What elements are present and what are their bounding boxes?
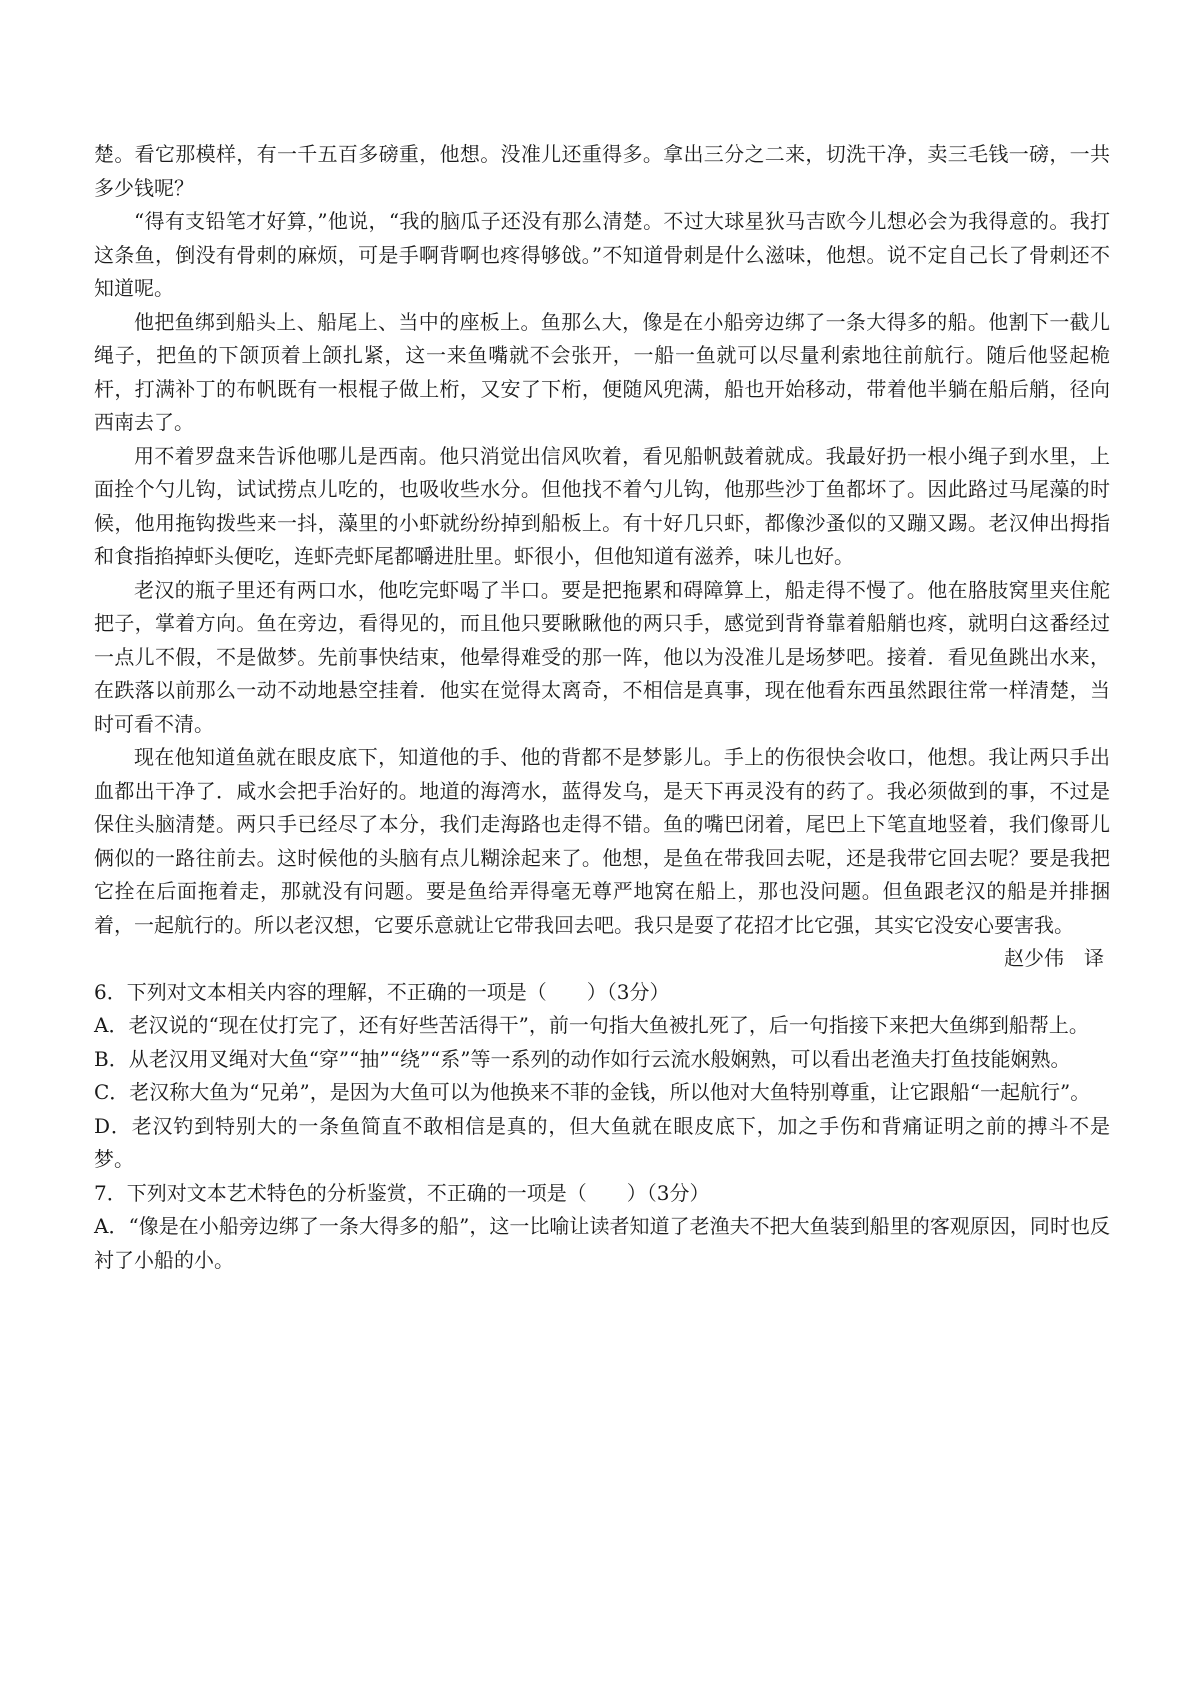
question-7-stem: 7．下列对文本艺术特色的分析鉴赏，不正确的一项是（ ）（3分） [94, 1180, 710, 1205]
question-6-option-d: D．老汉钓到特别大的一条鱼简直不敢相信是真的，但大鱼就在眼皮底下，加之手伤和背痛证明之前的搏斗不是梦。 [94, 1113, 1110, 1171]
passage [94, 138, 1110, 976]
passage-paragraph-5: 老汉的瓶子里还有两口水，他吃完虾喝了半口。要是把拖累和碍障算上，船走得不慢了。他在胳肢窝里夹住舵把子，掌着方向。鱼在旁边，看得见的，而且他只要瞅瞅他的两只手，感觉到背脊靠着船艄也疼，就明白这番经过一点儿不假，不是做梦。先前事快结束，他晕得难受的那一阵，他以为没准儿是场梦吧。接着．看见鱼跳出水来，在跌落以前那么一动不动地悬空挂着．他实在觉得太离奇，不相信是真事，现在他看东西虽然跟往常一样清楚，当时可看不清。 [94, 577, 1110, 736]
question-6-option-a: A．老汉说的“现在仗打完了，还有好些苦活得干”，前一句指大鱼被扎死了，后一句指接下来把大鱼绑到船帮上。 [94, 1013, 1089, 1037]
passage-paragraph-3: 他把鱼绑到船头上、船尾上、当中的座板上。鱼那么大，像是在小船旁边绑了一条大得多的船。他割下一截儿绳子，把鱼的下颌顶着上颌扎紧，这一来鱼嘴就不会张开，一船一鱼就可以尽量利索地往前航行。随后他竖起桅杆，打满补丁的布帆既有一根棍子做上桁，又安了下桁，便随风兜满，船也开始移动，带着他半躺在船后艄，径向西南去了。 [94, 309, 1110, 434]
question-7-option-a: A．“像是在小船旁边绑了一条大得多的船”，这一比喻让读者知道了老渔夫不把大鱼装到船里的客观原因，同时也反衬了小船的小。 [94, 1214, 1110, 1272]
passage-paragraph-2: “得有支铅笔才好算，”他说，“我的脑瓜子还没有那么清楚。不过大球星狄马吉欧今儿想必会为我得意的。我打这条鱼，倒没有骨刺的麻烦，可是手啊背啊也疼得够戗。”不知道骨刺是什么滋味，他想。说不定自己长了骨刺还不知道呢。 [94, 209, 1110, 300]
passage-paragraph-4: 用不着罗盘来告诉他哪儿是西南。他只消觉出信风吹着，看见船帆鼓着就成。我最好扔一根小绳子到水里，上面拴个勺儿钩，试试捞点儿吃的，也吸收些水分。但他找不着勺儿钩，他那些沙丁鱼都坏了。因此路过马尾藻的时候，他用拖钩拨些来一抖，藻里的小虾就纷纷掉到船板上。有十好几只虾，都像沙蚤似的又蹦又踢。老汉伸出拇指和食指掐掉虾头便吃，连虾壳虾尾都嚼进肚里。虾很小，但他知道有滋养，味儿也好。 [94, 443, 1110, 568]
translator-credit: 赵少伟 译 [1004, 946, 1104, 970]
question-6-option-c: C．老汉称大鱼为“兄弟”，是因为大鱼可以为他换来不菲的金钱，所以他对大鱼特别尊重，让它跟船“一起航行”。 [94, 1080, 1091, 1104]
passage-paragraph-6: 现在他知道鱼就在眼皮底下，知道他的手、他的背都不是梦影儿。手上的伤很快会收口，他想。我让两只手出血都出干净了．咸水会把手治好的。地道的海湾水，蓝得发乌，是天下再灵没有的药了。我必须做到的事，不过是保住头脑清楚。两只手已经尽了本分，我们走海路也走得不错。鱼的嘴巴闭着，尾巴上下笔直地竖着，我们像哥儿俩似的一路往前去。这时候他的头脑有点儿糊涂起来了。他想，是鱼在带我回去呢，还是我带它回去呢？要是我把它拴在后面拖着走，那就没有问题。要是鱼给弄得毫无尊严地窝在船上，那也没问题。但鱼跟老汉的船是并排捆着，一起航行的。所以老汉想，它要乐意就让它带我回去吧。我只是耍了花招才比它强，其实它没安心要害我。 [94, 745, 1110, 937]
question-7 [94, 1177, 1110, 1278]
question-6-stem: 6．下列对文本相关内容的理解，不正确的一项是（ ）（3分） [94, 979, 670, 1004]
question-6 [94, 976, 1110, 1177]
document-page [94, 138, 1110, 1277]
question-6-option-b: B．从老汉用叉绳对大鱼“穿”“抽”“绕”“系”等一系列的动作如行云流水般娴熟，可以看出老渔夫打鱼技能娴熟。 [94, 1046, 1071, 1071]
passage-paragraph-1: 楚。看它那模样，有一千五百多磅重，他想。没准儿还重得多。拿出三分之二来，切洗干净，卖三毛钱一磅，一共多少钱呢？ [94, 142, 1110, 200]
